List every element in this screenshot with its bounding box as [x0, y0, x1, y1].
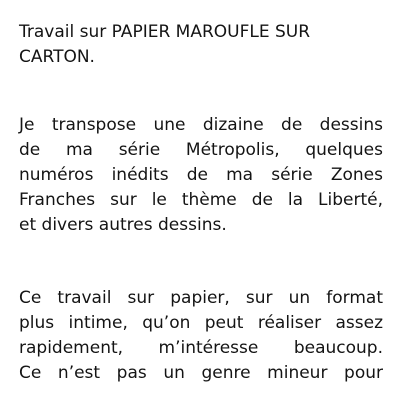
text-line: Ce travail sur papier, sur un format: [19, 288, 383, 308]
text-line: CARTON.: [19, 47, 95, 67]
text-line: rapidement, m’intéresse beaucoup.: [19, 338, 383, 358]
text-line: Travail sur PAPIER MAROUFLE SUR: [19, 22, 311, 42]
text-line: de ma série Métropolis, quelques: [19, 140, 383, 160]
text-line: et divers autres dessins.: [19, 215, 227, 235]
paragraph-intro: [19, 20, 383, 70]
paragraph-paper-work: [19, 286, 383, 386]
text-line: Ce n’est pas un genre mineur pour: [19, 363, 383, 383]
text-line: plus intime, qu’on peut réaliser assez: [19, 313, 383, 333]
text-line: Je transpose une dizaine de dessins: [19, 115, 383, 135]
text-line: Franches sur le thème de la Liberté,: [19, 190, 383, 210]
paragraph-transposition: [19, 113, 383, 238]
text-line: numéros inédits de ma série Zones: [19, 165, 383, 185]
